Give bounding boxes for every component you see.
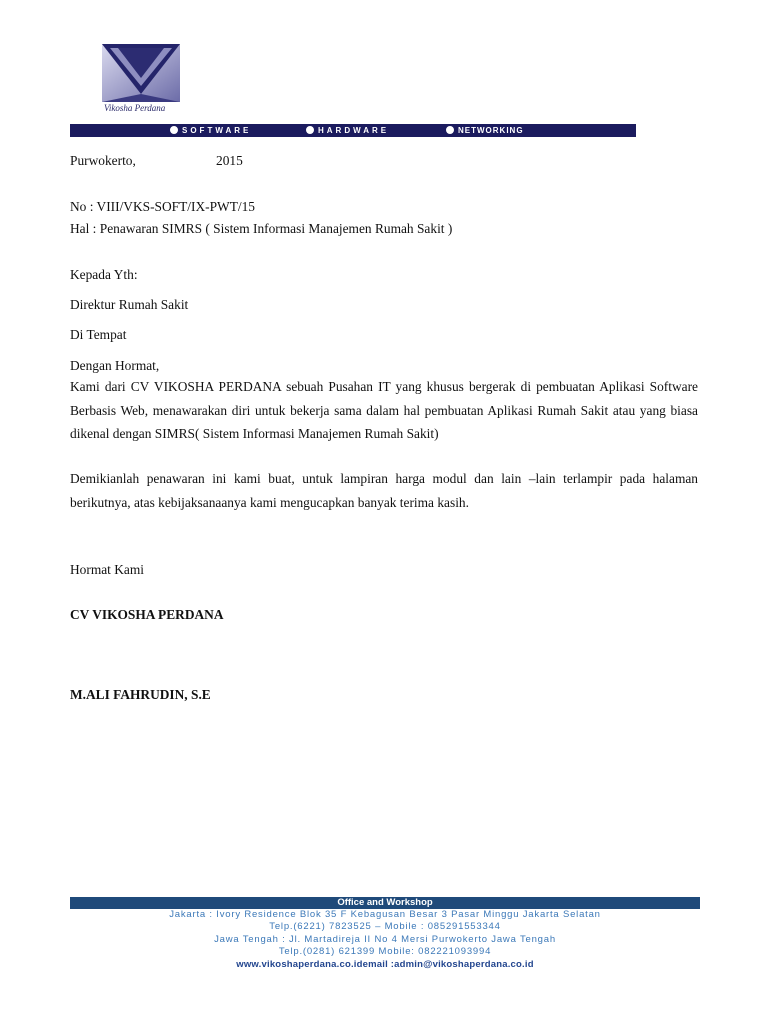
service-hardware: HARDWARE [306,124,389,137]
bullet-icon [446,126,454,134]
recipient-place: Di Tempat [70,327,127,342]
recipient-name: Direktur Rumah Sakit [70,297,189,312]
service-software: SOFTWARE [170,124,251,137]
letter-year: 2015 [216,153,243,168]
services-bar [70,124,636,137]
greeting: Dengan Hormat, [70,358,160,373]
footer-title: Office and Workshop [337,897,433,908]
body-paragraph-2: Demikianlah penawaran ini kami buat, untuk lampiran harga modul dan lain –lain terlampir pada halaman berikutnya, atas kebijaksanaanya kami mengucapkan banyak terima kasih. [70,471,698,510]
body-paragraph-1: Kami dari CV VIKOSHA PERDANA sebuah Pusahan IT yang khusus bergerak di pembuatan Aplikasi Software Berbasis Web, menawarakan diri untuk bekerja sama dalam hal pembuatan Aplikasi Rumah Sakit atau yang biasa dikenal dengan SIMRS( Sistem Informasi Manajemen Rumah Sakit) [70,379,698,441]
footer-jakarta-phone: Telp.(6221) 7823525 – Mobile : 085291553344 [269,921,501,932]
footer-bar [70,897,700,909]
closing: Hormat Kami [70,562,145,577]
bullet-icon [170,126,178,134]
recipient-intro: Kepada Yth: [70,267,138,282]
footer-jakarta-address: Jakarta : Ivory Residence Blok 35 F Kebagusan Besar 3 Pasar Minggu Jakarta Selatan [169,909,601,920]
footer-jateng-address: Jawa Tengah : Jl. Martadireja II No 4 Mersi Purwokerto Jawa Tengah [214,934,556,945]
letter-subject: Hal : Penawaran SIMRS ( Sistem Informasi Manajemen Rumah Sakit ) [70,221,453,236]
company-name: CV VIKOSHA PERDANA [70,607,224,622]
service-networking: NETWORKING [446,124,524,137]
bullet-icon [306,126,314,134]
letter-number: No : VIII/VKS-SOFT/IX-PWT/15 [70,199,255,214]
signer-name: M.ALI FAHRUDIN, S.E [70,687,211,702]
letter-city: Purwokerto, [70,153,136,168]
footer-jateng-phone: Telp.(0281) 621399 Mobile: 082221093994 [278,946,492,957]
footer-web-email: www.vikoshaperdana.co.idemail :admin@vikoshaperdana.co.id [236,959,534,970]
brand-name: Vikosha Perdana [104,103,166,113]
